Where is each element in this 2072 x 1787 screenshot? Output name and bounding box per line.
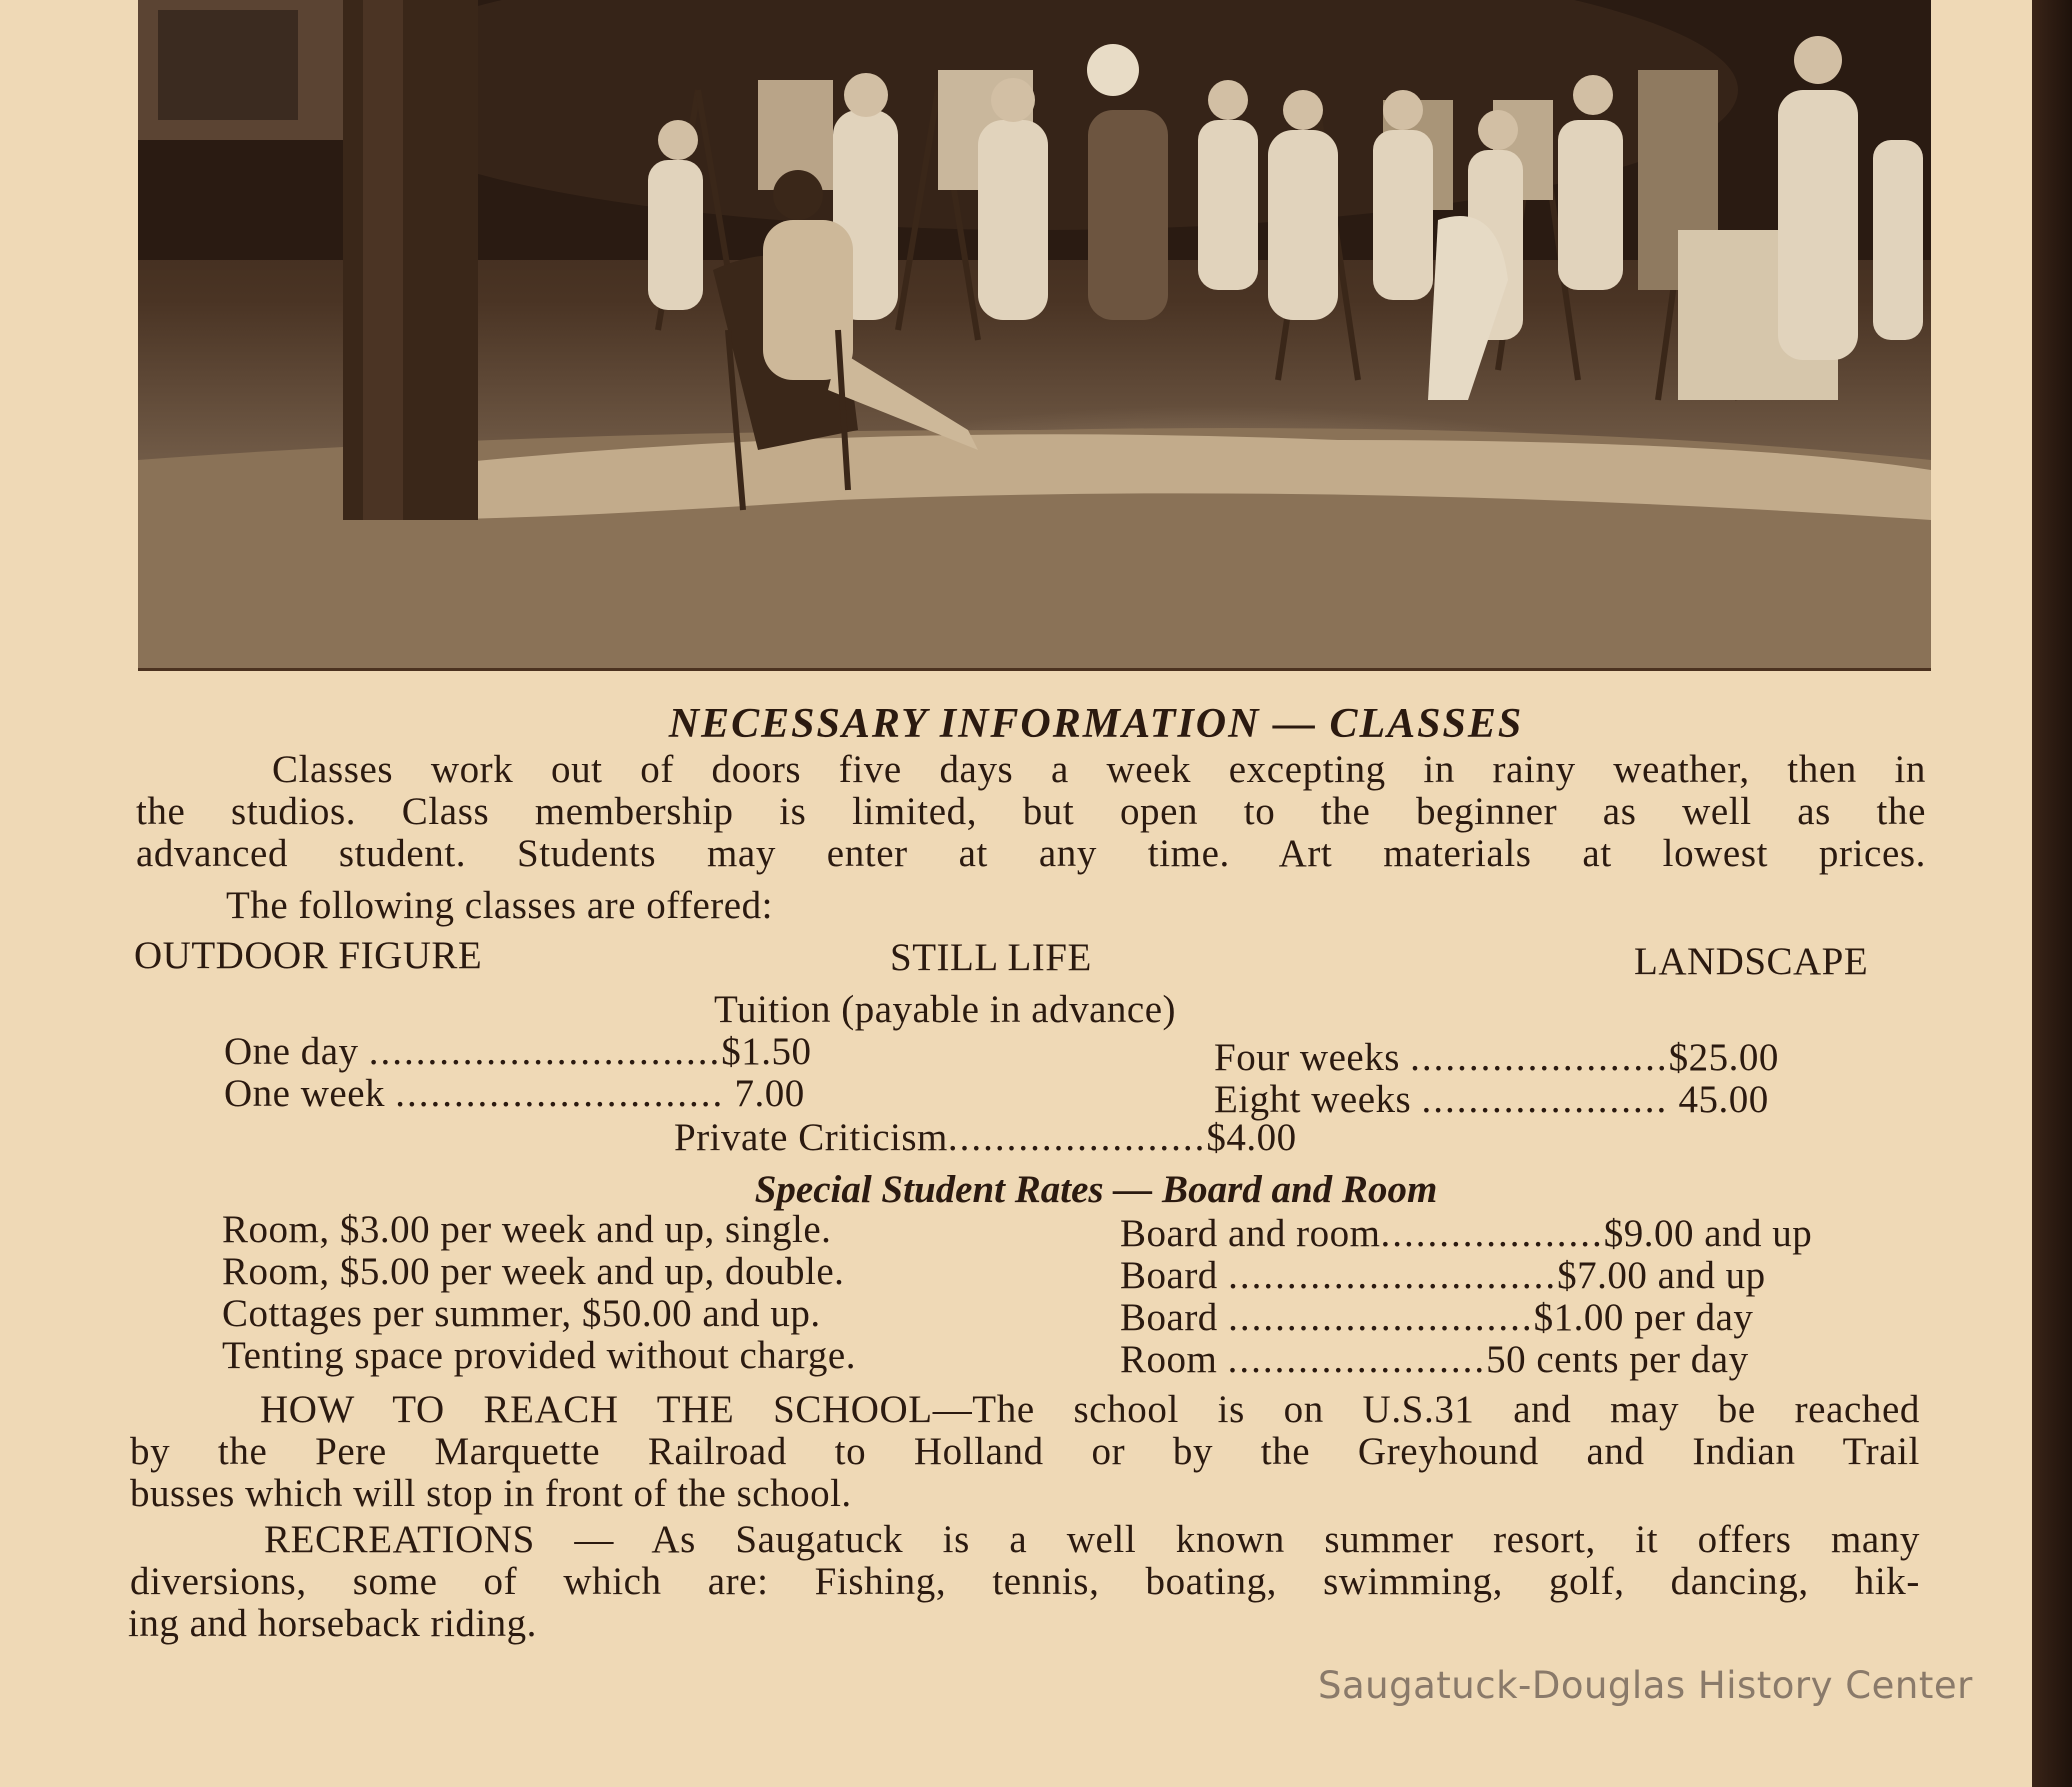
leader-dots: ...................... (1227, 1338, 1487, 1381)
how-to-reach-line-1: HOW TO REACH THE SCHOOL—The school is on U.S.31 and may be reached (260, 1388, 1920, 1431)
tuition-one-day (224, 1030, 812, 1074)
intro-line-1: Classes work out of doors five days a week excepting in rainy weather, then in (272, 748, 1926, 791)
leader-dots: .......................... (1228, 1296, 1534, 1339)
intro-line-3: advanced student. Students may enter at any time. Art materials at lowest prices. (136, 832, 1926, 875)
rates-title: Special Student Rates — Board and Room (754, 1168, 1438, 1211)
private-criticism-label: Private Criticism (674, 1116, 948, 1159)
tuition-one-week (224, 1072, 805, 1116)
tuition-eight-weeks-label: Eight weeks (1214, 1078, 1412, 1121)
rate-value: $7.00 and up (1557, 1254, 1766, 1297)
tuition-eight-weeks (1214, 1078, 1769, 1122)
classes-intro: The following classes are offered: (226, 884, 773, 927)
tuition-one-day-label: One day (224, 1030, 359, 1073)
recreations-line-3: ing and horseback riding. (128, 1602, 537, 1645)
rate-right-item (1120, 1212, 1812, 1256)
rate-value: $1.00 per day (1533, 1296, 1754, 1339)
rate-right-item (1120, 1338, 1749, 1382)
tuition-four-weeks-label: Four weeks (1214, 1036, 1400, 1079)
leader-dots: ............................ (1228, 1254, 1558, 1297)
tuition-title: Tuition (payable in advance) (714, 988, 1177, 1031)
rate-value: 50 cents per day (1486, 1338, 1749, 1381)
how-to-reach-line-3: busses which will stop in front of the school. (130, 1472, 852, 1515)
tuition-one-week-price: 7.00 (734, 1072, 805, 1115)
leader-dots: ...................... (1410, 1036, 1669, 1079)
recreations-line-2: diversions, some of which are: Fishing, tennis, boating, swimming, golf, dancing, hik- (130, 1560, 1920, 1603)
how-to-reach-line-2: by the Pere Marquette Railroad to Holland or by the Greyhound and Indian Trail (130, 1430, 1920, 1473)
intro-line-2: the studios. Class membership is limited, but open to the beginner as well as the (136, 790, 1926, 833)
leader-dots: ..................... (1421, 1078, 1669, 1121)
tuition-one-day-price: $1.50 (721, 1030, 812, 1073)
leader-dots: ................... (1380, 1212, 1604, 1255)
rate-left-item: Tenting space provided without charge. (222, 1334, 856, 1377)
section-heading: NECESSARY INFORMATION — CLASSES (668, 701, 1524, 747)
leader-dots: .............................. (368, 1030, 722, 1073)
rate-label: Board (1120, 1254, 1218, 1297)
rate-left-item: Cottages per summer, $50.00 and up. (222, 1292, 821, 1335)
rate-right-item (1120, 1254, 1766, 1298)
leader-dots: ...................... (947, 1116, 1207, 1159)
tuition-eight-weeks-price: 45.00 (1678, 1078, 1769, 1121)
private-criticism-price: $4.00 (1206, 1116, 1297, 1159)
leader-dots: ............................ (395, 1072, 725, 1115)
class-still-life: STILL LIFE (890, 936, 1092, 979)
recreations-line-1: RECREATIONS — As Saugatuck is a well known summer resort, it offers many (264, 1518, 1920, 1561)
rate-left-item: Room, $5.00 per week and up, double. (222, 1250, 845, 1293)
rate-label: Board (1120, 1296, 1218, 1339)
watermark: Saugatuck-Douglas History Center (1318, 1664, 1973, 1707)
class-landscape: LANDSCAPE (1634, 940, 1869, 983)
tuition-private-criticism (674, 1116, 1297, 1160)
tuition-four-weeks-price: $25.00 (1668, 1036, 1779, 1079)
rate-label: Board and room (1120, 1212, 1381, 1255)
tuition-one-week-label: One week (224, 1072, 386, 1115)
tuition-four-weeks (1214, 1036, 1779, 1080)
rate-left-item: Room, $3.00 per week and up, single. (222, 1208, 832, 1251)
class-outdoor-figure: OUTDOOR FIGURE (134, 934, 483, 977)
rate-label: Room (1120, 1338, 1218, 1381)
rate-value: $9.00 and up (1603, 1212, 1813, 1255)
rate-right-item (1120, 1296, 1753, 1340)
